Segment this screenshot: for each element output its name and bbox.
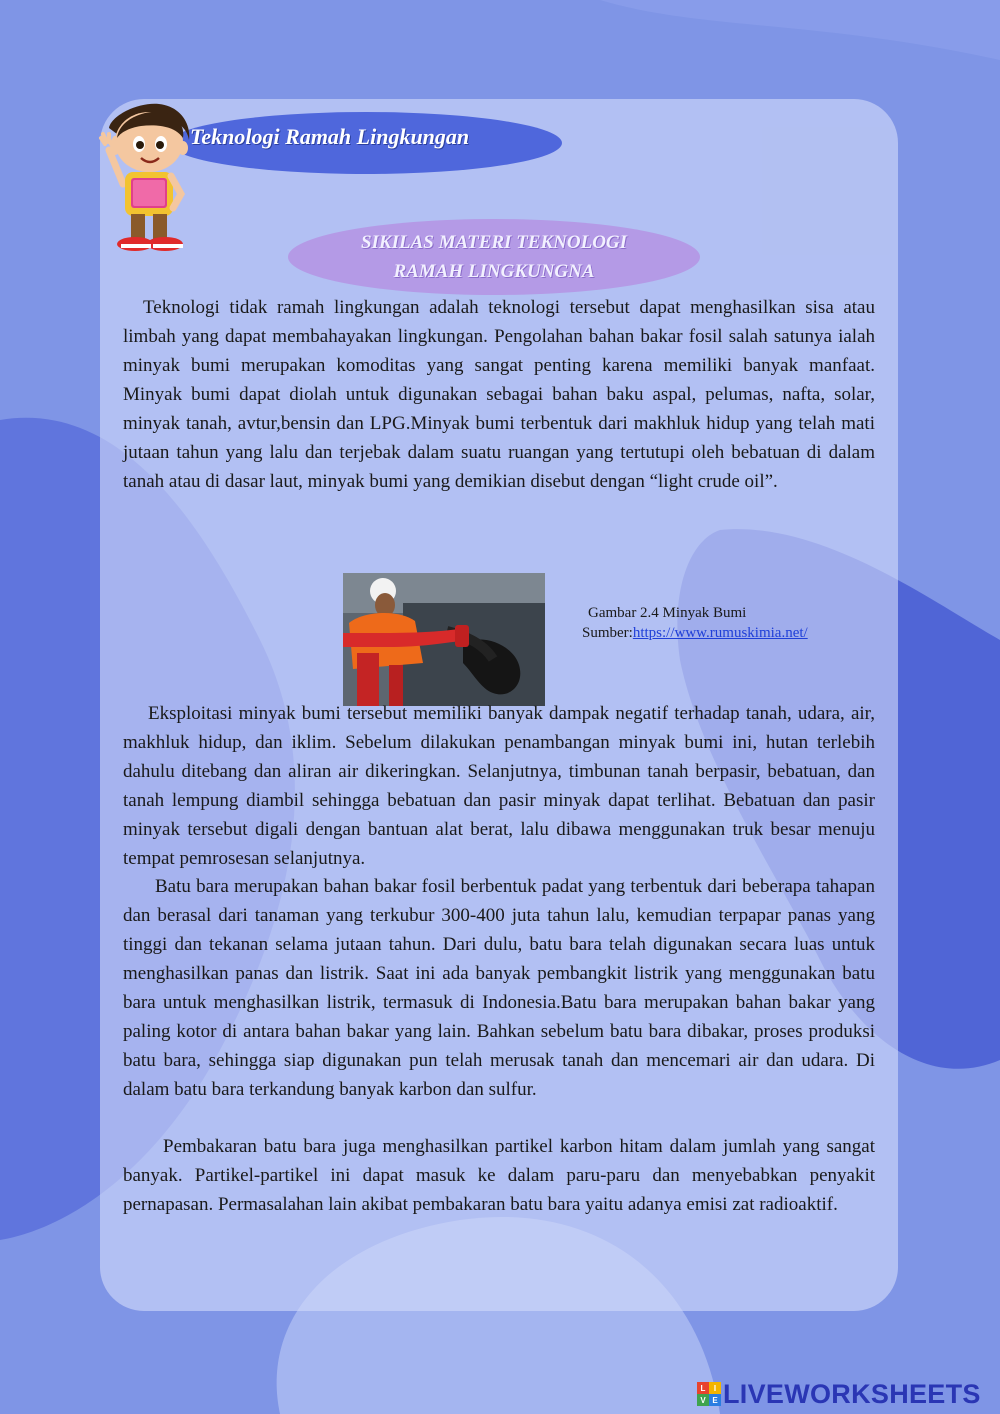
liveworksheets-logo-icon <box>697 1382 721 1406</box>
section-heading <box>288 228 700 286</box>
figure-caption <box>582 603 808 643</box>
section-heading-line-1: SIKILAS MATERI TEKNOLOGI <box>360 232 628 253</box>
logo-letter-i: I <box>713 1384 717 1393</box>
paragraph-oil-intro: Teknologi tidak ramah lingkungan adalah teknologi tersebut dapat menghasilkan sisa atau limbah yang dapat membahayakan lingkungan. Pengolahan bahan bakar fosil salah satunya ialah minyak bumi merupakan komoditas yang sangat penting karena memiliki banyak manfaat. Minyak bumi dapat diolah untuk digunakan sebagai bahan baku aspal, pelumas, nafta, solar, minyak tanah, avtur,bensin dan LPG.Minyak bumi terbentuk dari makhluk hidup yang telah mati jutaan tahun yang lalu dan terjebak dalam suatu ruangan yang tertutupi oleh bebatuan di dalam tanah atau di dasar laut, minyak bumi yang demikian disebut dengan “light crude oil”. <box>123 297 875 492</box>
liveworksheets-brand <box>697 1377 981 1411</box>
source-link[interactable]: https://www.rumuskimia.net/ <box>632 625 808 641</box>
caption-title: Gambar 2.4 Minyak Bumi <box>588 605 747 621</box>
page-title: Teknologi Ramah Lingkungan <box>190 124 470 149</box>
mascot-boy-icon <box>97 98 197 254</box>
logo-letter-l: L <box>700 1384 706 1393</box>
caption-source-label: Sumber: <box>582 625 633 641</box>
paragraph-coal-burning: Pembakaran batu bara juga menghasilkan partikel karbon hitam dalam jumlah yang sangat banyak. Partikel-partikel ini dapat masuk ke dalam paru-paru dan menyebabkan penyakit pernapasan. Permasalahan lain akibat pembakaran batu bara yaitu adanya emisi zat radioaktif. <box>123 1136 875 1215</box>
logo-letter-e: E <box>712 1396 718 1405</box>
logo-letter-v: V <box>700 1396 706 1405</box>
oil-worker-photo <box>343 573 545 706</box>
caption-source <box>582 623 808 643</box>
paragraph-oil-exploitation: Eksploitasi minyak bumi tersebut memiliki banyak dampak negatif terhadap tanah, udara, air, makhluk hidup, dan iklim. Sebelum dilakukan penambangan minyak bumi ini, hutan terlebih dahulu ditebang dan aliran air dikeringkan. Selanjutnya, timbunan tanah berpasir, bebatuan, dan tanah lempung diambil sehingga bebatuan dan pasir minyak dapat terlihat. Bebatuan dan pasir minyak tersebut digali dengan bantuan alat berat, lalu dibawa menggunakan truk besar menuju tempat pemrosesan selanjutnya. <box>123 703 875 869</box>
brand-name: LIVEWORKSHEETS <box>723 1378 981 1409</box>
paragraph-coal: Batu bara merupakan bahan bakar fosil berbentuk padat yang terbentuk dari beberapa tahapan dan berasal dari tanaman yang terkubur 300-400 juta tahun lalu, kemudian terpapar panas yang tinggi dan tekanan selama jutaan tahun. Dari dulu, batu bara telah digunakan secara luas untuk menghasilkan panas dan listrik. Saat ini ada banyak pembangkit listrik yang menggunakan batu bara untuk menghasilkan listrik, termasuk di Indonesia.Batu bara merupakan bahan bakar yang paling kotor di antara bahan bakar yang lain. Bahkan sebelum batu bara dibakar, proses produksi batu bara, sehingga siap digunakan pun telah merusak tanah dan mencemari air dan udara. Di dalam batu bara terkandung banyak karbon dan sulfur. <box>123 876 875 1100</box>
section-heading-line-2: RAMAH LINGKUNGNA <box>393 261 595 282</box>
